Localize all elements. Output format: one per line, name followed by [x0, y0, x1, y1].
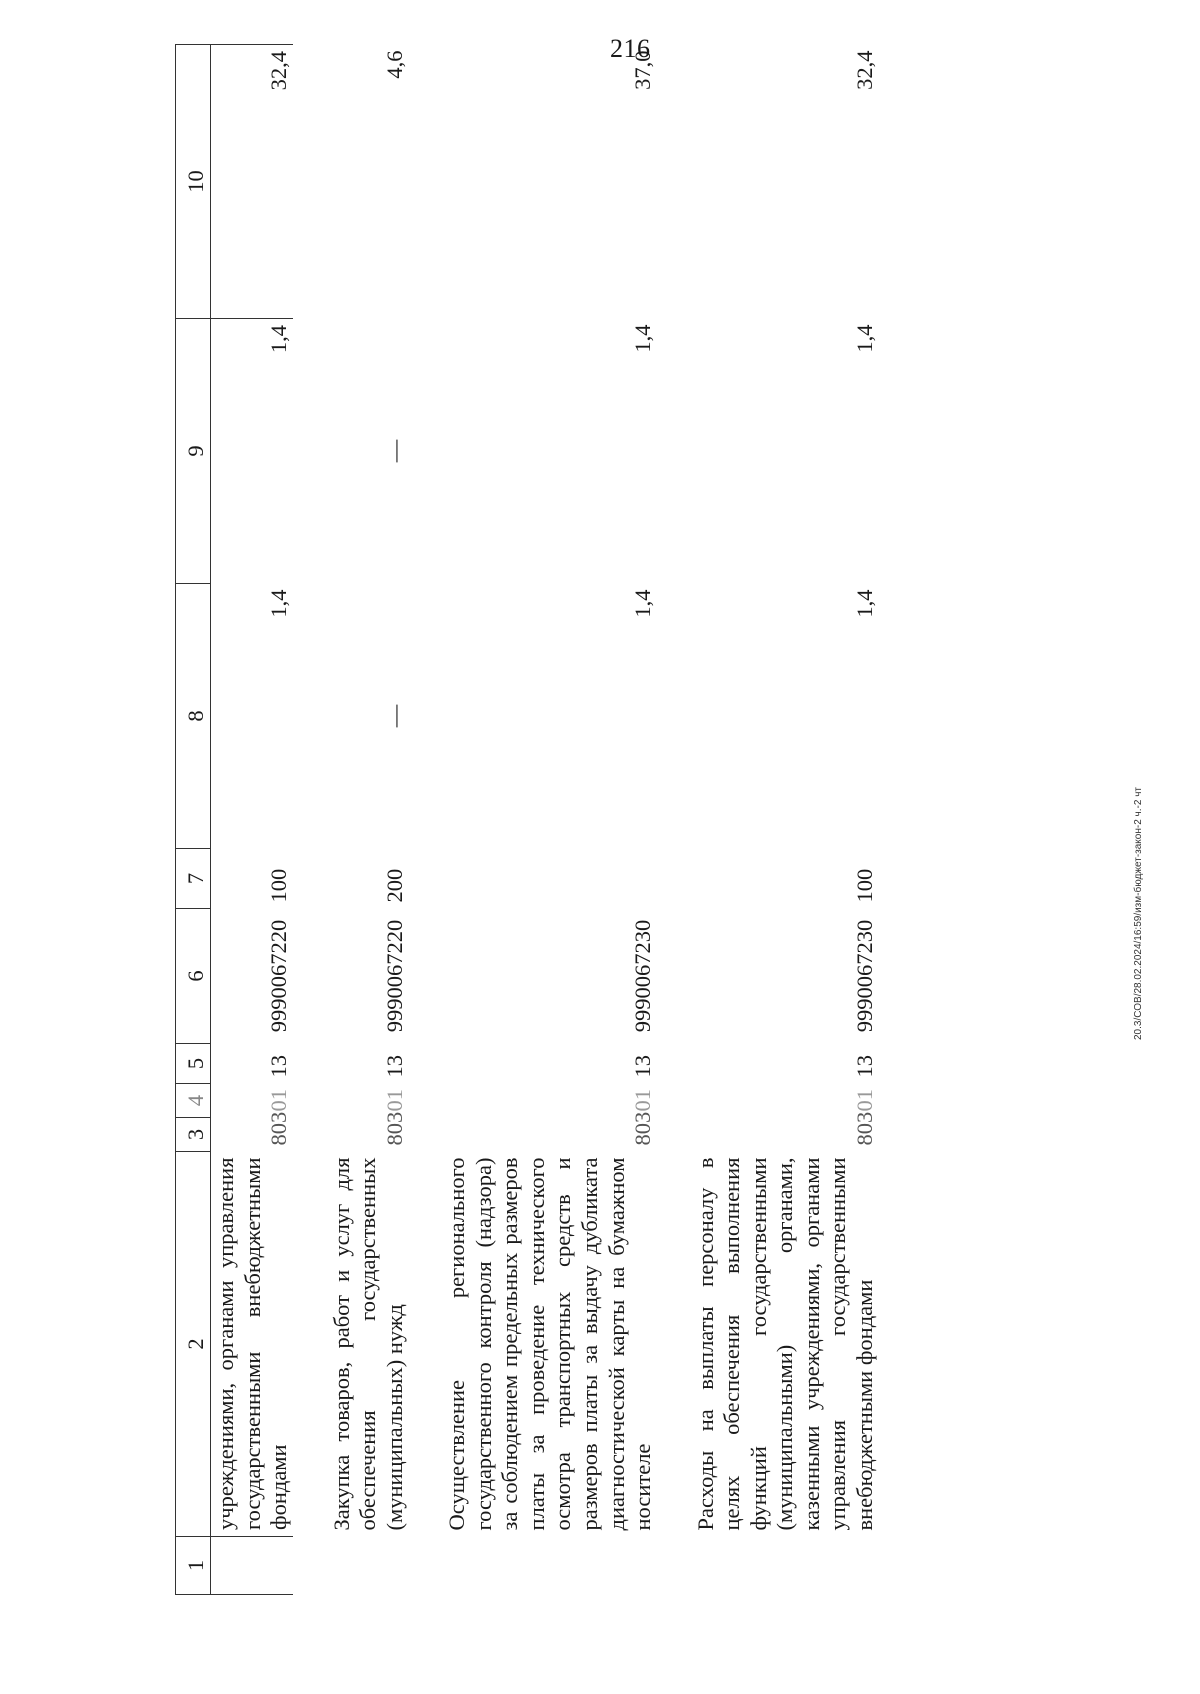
cell-1	[693, 1537, 879, 1595]
col-header-2: 2	[176, 1152, 211, 1537]
table-row	[329, 45, 409, 1595]
page-number: 216	[610, 34, 651, 63]
cell-5: 13	[630, 1055, 656, 1078]
cell-8: —	[381, 704, 407, 728]
cell-10: 37,0	[630, 50, 656, 90]
budget-table	[175, 44, 878, 1595]
cell-3: 803	[381, 1111, 407, 1146]
table-row	[693, 45, 879, 1595]
row-gap	[293, 45, 329, 1595]
cell-5: 13	[851, 1055, 877, 1078]
cell-9: 1,4	[630, 324, 656, 353]
cell-6: 9990067230	[851, 919, 877, 1033]
col-header-1: 1	[176, 1537, 211, 1595]
cell-8: 1,4	[266, 589, 292, 618]
cell-9: 1,4	[851, 324, 877, 353]
row-gap	[657, 45, 693, 1595]
cell-1	[444, 1537, 656, 1595]
cell-7	[444, 849, 656, 909]
cell-3: 803	[630, 1111, 656, 1146]
col-header-3: 3	[176, 1118, 211, 1152]
cell-4: 01	[851, 1089, 877, 1112]
col-header-6: 6	[176, 909, 211, 1044]
cell-description: Осуществление регионального государственного контроля (надзора) за соблюдением предельных размеров платы за проведение технического осмотра транспортных средств и размеров платы за выдачу дубликата диагностической карты на бумажном носителе	[444, 1157, 656, 1531]
row-gap	[408, 45, 444, 1595]
cell-5: 13	[381, 1055, 407, 1078]
cell-6: 9990067230	[630, 919, 656, 1033]
cell-10: 32,4	[211, 45, 293, 319]
cell-1	[329, 1537, 409, 1595]
col-header-8: 8	[176, 584, 211, 849]
col-header-4: 4	[176, 1084, 211, 1118]
cell-3: 803	[851, 1111, 877, 1146]
table-row	[444, 45, 656, 1595]
cell-description: учреждениями, органами управления государственными внебюджетными фондами	[213, 1157, 292, 1530]
col-header-9: 9	[176, 319, 211, 584]
cell-1	[211, 1537, 293, 1595]
cell-9: —	[381, 439, 407, 463]
cell-6: 9990067220	[266, 919, 292, 1033]
footer-code: 20.3/СОВ/28.02.2024/16:59/изм-бюджет-закон-2 ч.-2 чт	[1133, 787, 1144, 1040]
cell-9: 1,4	[266, 325, 292, 354]
rotated-table-area	[175, 50, 1035, 1595]
cell-4: 01	[381, 1089, 407, 1112]
table-row	[211, 45, 293, 1595]
cell-7: 100	[851, 868, 877, 903]
cell-4: 01	[266, 1089, 292, 1112]
col-header-10: 10	[176, 45, 211, 319]
col-header-7: 7	[176, 849, 211, 909]
cell-8: 1,4	[851, 589, 877, 618]
cell-8: 1,4	[630, 589, 656, 618]
cell-4: 01	[630, 1089, 656, 1112]
cell-description: Расходы на выплаты персоналу в целях обеспечения выполнения функций государственными (муниципальными) органами, казенными учреждениями, органами управления государственными внебюджетными фондами	[692, 1157, 877, 1531]
cell-5: 13	[266, 1055, 292, 1078]
col-header-5: 5	[176, 1044, 211, 1084]
cell-6: 9990067220	[381, 919, 407, 1033]
cell-10: 4,6	[381, 50, 407, 79]
cell-3: 803	[266, 1111, 292, 1146]
cell-10: 32,4	[851, 50, 877, 90]
cell-7: 100	[266, 868, 292, 903]
header-row	[176, 45, 211, 1595]
cell-7: 200	[381, 868, 407, 903]
cell-description: Закупка товаров, работ и услуг для обеспечения государственных (муниципальных) нужд	[328, 1157, 407, 1531]
